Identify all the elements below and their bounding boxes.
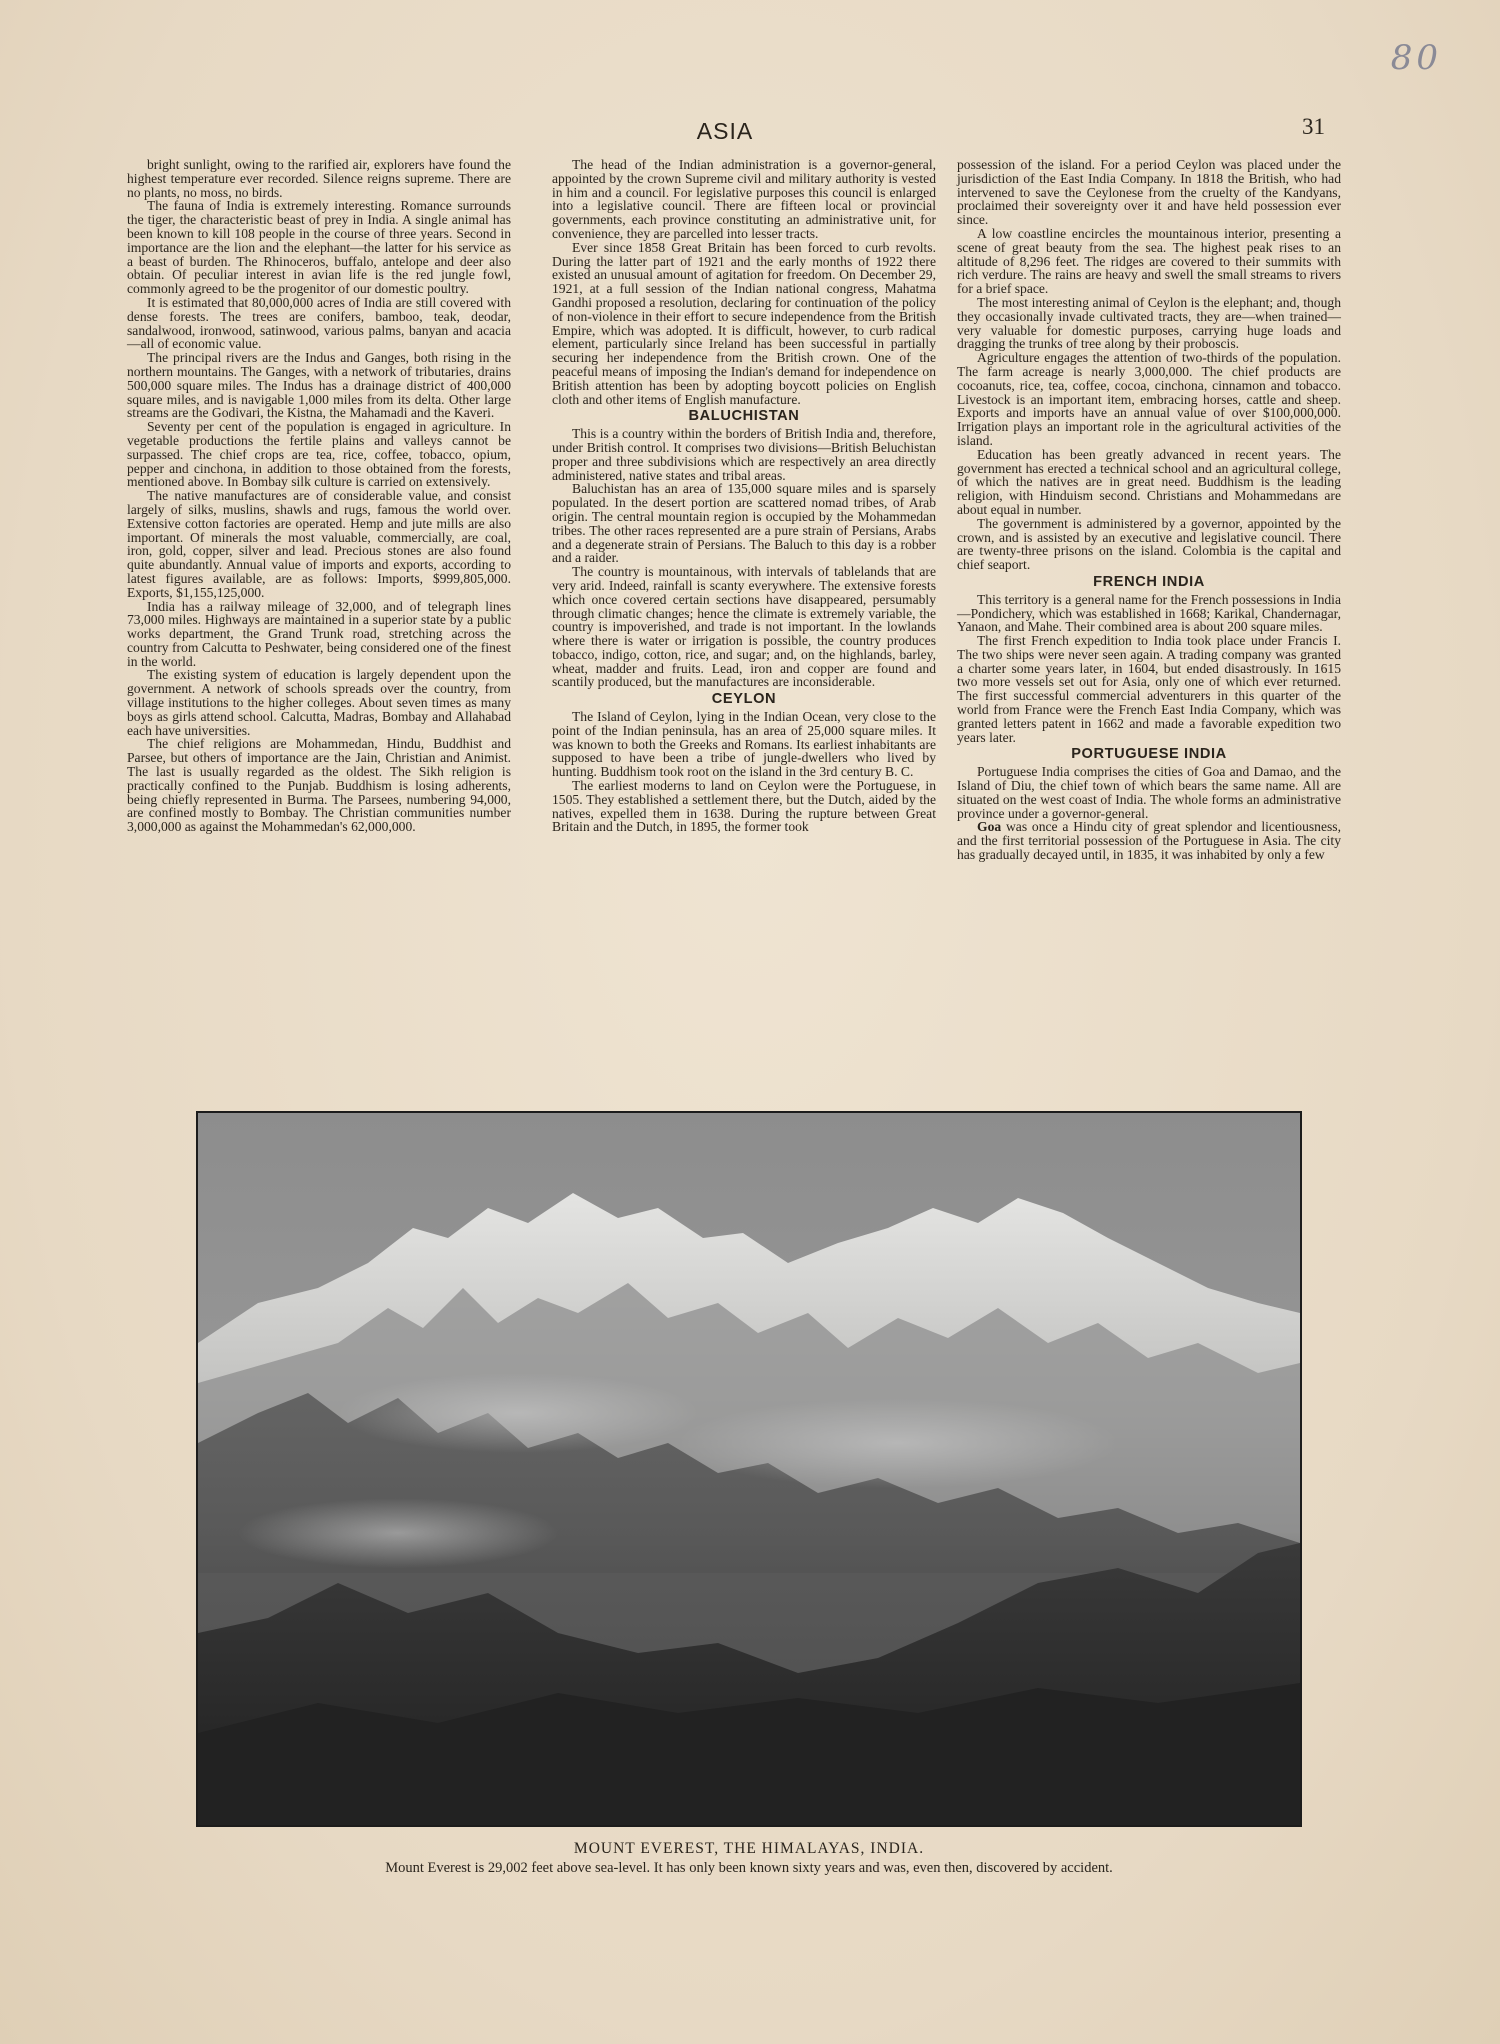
paragraph: Agriculture engages the attention of two-thirds of the population. The farm acreage is nearly 3,000,000. The chief products are cocoanuts, rice, tea, coffee, cocoa, cinchona, cinnamon and tobacco. Livestock is an important item, embracing horses, cattle and sheep. Exports and imports have an annual value of over $100,000,000. Irrigation plays an important role in the agricultural activities of the island.: [957, 350, 1341, 448]
caption-title: MOUNT EVEREST, THE HIMALAYAS, INDIA.: [573, 1840, 925, 1857]
paragraph: Portuguese India comprises the cities of Goa and Damao, and the Island of Diu, the chief town of which bears the same name. All are situated on the west coast of India. The whole forms an administrative province under a governor-general.: [957, 764, 1341, 821]
paragraph: The government is administered by a governor, appointed by the crown, and is assisted by an executive and legislative council. There are twenty-three prisons on the island. Colombia is the capital and chief seaport.: [957, 515, 1341, 573]
mount-everest-photograph: [196, 1111, 1302, 1827]
running-header: [125, 114, 1325, 152]
paragraph: The principal rivers are the Indus and Ganges, both rising in the northern mountains. The Ganges, with a network of tributaries, drains 500,000 square miles. The Indus has a drainage district of 400,000 square miles, and is navigable 1,000 miles from its delta. Other large streams are the Godivari, the Kistna, the Mahamadi and the Kaveri.: [127, 350, 511, 421]
section-heading: PORTUGUESE INDIA: [1071, 746, 1227, 763]
paragraph: The country is mountainous, with intervals of tablelands that are very arid. Indeed, rainfall is scanty everywhere. The extensive forests which once covered certain sections have disappeared, persumably through climatic changes; hence the climate is extremely variable, the country is impoverished, and trade is not important. In the lowlands where there is water or irrigation is possible, the country produces tobacco, indigo, cotton, rice, and sugar; and, on the highlands, barley, wheat, madder and fruits. Lead, iron and copper are found and scantily produced, but the manufactures are inconsiderable.: [552, 564, 936, 690]
section-title: ASIA: [696, 118, 754, 144]
caption-subtitle: Mount Everest is 29,002 feet above sea-level. It has only been known sixty years and was, even then, discovered by accident.: [385, 1860, 1113, 1876]
paragraph: The Island of Ceylon, lying in the Indian Ocean, very close to the point of the Indian peninsula, has an area of 25,000 square miles. It was known to both the Greeks and Romans. Its earliest inhabitants are supposed to have been a tribe of jungle-dwellers who lived by hunting. Buddhism took root on the island in the 3rd century B. C.: [552, 709, 936, 780]
paragraph: Education has been greatly advanced in recent years. The government has erected a technical school and an agricultural college, of which the natives are in great need. Buddhism is the leading religion, with Hinduism second. Christians and Mohammedans are about equal in number.: [957, 446, 1341, 517]
mountain-range-illustration: [198, 1113, 1300, 1825]
paragraph: The earliest moderns to land on Ceylon were the Portuguese, in 1505. They established a settlement there, but the Dutch, aided by the natives, expelled them in 1638. During the rupture between Great Britain and the Dutch, in 1895, the former took: [552, 778, 936, 835]
paragraph: possession of the island. For a period Ceylon was placed under the jurisdiction of the East India Company. In 1818 the British, who had intervened to save the Ceylonese from the cruelty of the Kandyans, proclaimed their sovereignty over it and have held possession ever since.: [957, 157, 1341, 228]
text-column-left: [127, 158, 511, 834]
paragraph: The native manufactures are of considerable value, and consist largely of silks, muslins, shawls and rugs, famous the world over. Extensive cotton factories are operated. Hemp and jute mills are also important. Of minerals the most valuable, commercially, are coal, iron, gold, copper, silver and lead. Precious stones are also found quite abundantly. Annual value of imports and exports, according to latest figures available, are as follows: Imports, $999,805,000. Exports, $1,155,125,000.: [127, 488, 511, 600]
paragraph: This territory is a general name for the French possessions in India—Pondichery, which was established in 1668; Karikal, Chandernagar, Yanaon, and Mahe. Their combined area is about 200 square miles.: [957, 591, 1341, 635]
paragraph: The head of the Indian administration is a governor-general, appointed by the crown Supreme civil and military authority is vested in him and a council. For legislative purposes this council is enlarged into a legislative council. There are fifteen local or provincial governments, each province constituting an administrative unit, for convenience, they are parcelled into lesser tracts.: [552, 157, 936, 241]
paragraph: The existing system of education is largely dependent upon the government. A network of schools spreads over the country, from village institutions to the higher colleges. About seven times as many boys as girls attend school. Calcutta, Madras, Bombay and Allahabad each have universities.: [127, 667, 511, 738]
paragraph: It is estimated that 80,000,000 acres of India are still covered with dense forests. The trees are conifers, bamboo, teak, deodar, sandalwood, ironwood, satinwood, various palms, banyan and acacia—all of economic value.: [127, 294, 511, 352]
paragraph: A low coastline encircles the mountainous interior, presenting a scene of great beauty from the sea. The highest peak rises to an altitude of 8,296 feet. The ridges are covered to their summits with rich verdure. The rains are heavy and swell the small streams to rivers for a brief space.: [957, 225, 1341, 297]
paragraph-text: was once a Hindu city of great splendor and licentiousness, and the first territorial possession of the Portuguese in Asia. The city has gradually decayed until, in 1835, it was inhabited by only a few: [957, 819, 1341, 863]
section-heading: FRENCH INDIA: [1093, 573, 1205, 590]
text-column-right: [957, 158, 1341, 862]
paragraph: The fauna of India is extremely interesting. Romance surrounds the tiger, the characteristic beast of prey in India. A single animal has been known to kill 108 people in the course of three years. Second in importance are the lion and the elephant—the latter for his service as a beast of burden. The Rhinoceros, buffalo, antelope and deer also obtain. Of peculiar interest in avian life is the red jungle fowl, commonly agreed to be the progenitor of our domestic poultry.: [127, 198, 511, 297]
section-heading: BALUCHISTAN: [688, 408, 800, 425]
paragraph: India has a railway mileage of 32,000, and of telegraph lines 73,000 miles. Highways are maintained in a superior state by a public works department, the Grand Trunk road, stretching across the country from Calcutta to Peshwater, being considered one of the finest in the world.: [127, 598, 511, 669]
paragraph: The most interesting animal of Ceylon is the elephant; and, though they occasionally invade cultivated tracts, they are—when trained—very valuable for domestic purposes, carrying huge loads and dragging the trunks of tree along by their proboscis.: [957, 294, 1341, 352]
paragraph: bright sunlight, owing to the rarified air, explorers have found the highest temperature ever recorded. Silence reigns supreme. There are no plants, no moss, no birds.: [127, 157, 511, 200]
photo-caption: [196, 1840, 1302, 1877]
text-column-middle: [552, 158, 936, 834]
handwritten-page-annotation: 80: [1390, 38, 1442, 78]
section-heading: CEYLON: [711, 691, 777, 708]
paragraph: Seventy per cent of the population is engaged in agriculture. In vegetable productions the fertile plains and valleys cannot be surpassed. The chief crops are tea, rice, coffee, tobacco, opium, pepper and cinchona, in addition to those obtained from the forests, mentioned above. In Bombay silk culture is carried on extensively.: [127, 419, 511, 490]
paragraph: The chief religions are Mohammedan, Hindu, Buddhist and Parsee, but others of importance are the Jain, Christian and Animist. The last is usually regarded as the oldest. The Sikh religion is practically confined to the Punjab. Buddhism is losing adherents, being chiefly represented in Burma. The Parsees, numbering 94,000, are confined mostly to Bombay. The Christian communities number 3,000,000 as against the Mohammedan's 62,000,000.: [127, 736, 511, 835]
page-number: 31: [1302, 114, 1325, 139]
paragraph: The first French expedition to India took place under Francis I. The two ships were never seen again. A trading company was granted a charter some years later, in 1604, but ended disastrously. In 1615 two more vessels set out for Asia, only one of which ever returned. The first successful commercial adventurers in this quarter of the world from France were the French East India Company, which was granted letters patent in 1662 and made a favorable expedition two years later.: [957, 633, 1341, 745]
paragraph: Baluchistan has an area of 135,000 square miles and is sparsely populated. In the desert portion are scattered nomad tribes, of Arab origin. The central mountain region is occupied by the Mohammedan tribes. The other races represented are a pure strain of Persians, Arabs and a degenerate strain of Persians. The Baluch to this day is a robber and a raider.: [552, 481, 936, 566]
paragraph: Ever since 1858 Great Britain has been forced to curb revolts. During the latter part of 1921 and the early months of 1922 there existed an unusual amount of agitation for freedom. On December 29, 1921, at a full session of the Indian national congress, Mahatma Gandhi proposed a resolution, declaring for continuation of the policy of non-violence in their effort to secure independence from the British Empire, which was adopted. It is difficult, however, to curb radical element, particularly since Ireland has been successful in partially securing her independence from the British crown. One of the peaceful means of imposing the Indian's demand for independence on British attention has been by adopting boycott policies on English cloth and other items of English manufacture.: [552, 239, 936, 407]
paragraph: [957, 820, 1341, 861]
paragraph-lead-word: Goa: [977, 819, 1002, 835]
paragraph: This is a country within the borders of British India and, therefore, under British control. It comprises two divisions—British Beluchistan proper and three subdivisions which are respectively an area directly administered, native states and tribal areas.: [552, 426, 936, 483]
